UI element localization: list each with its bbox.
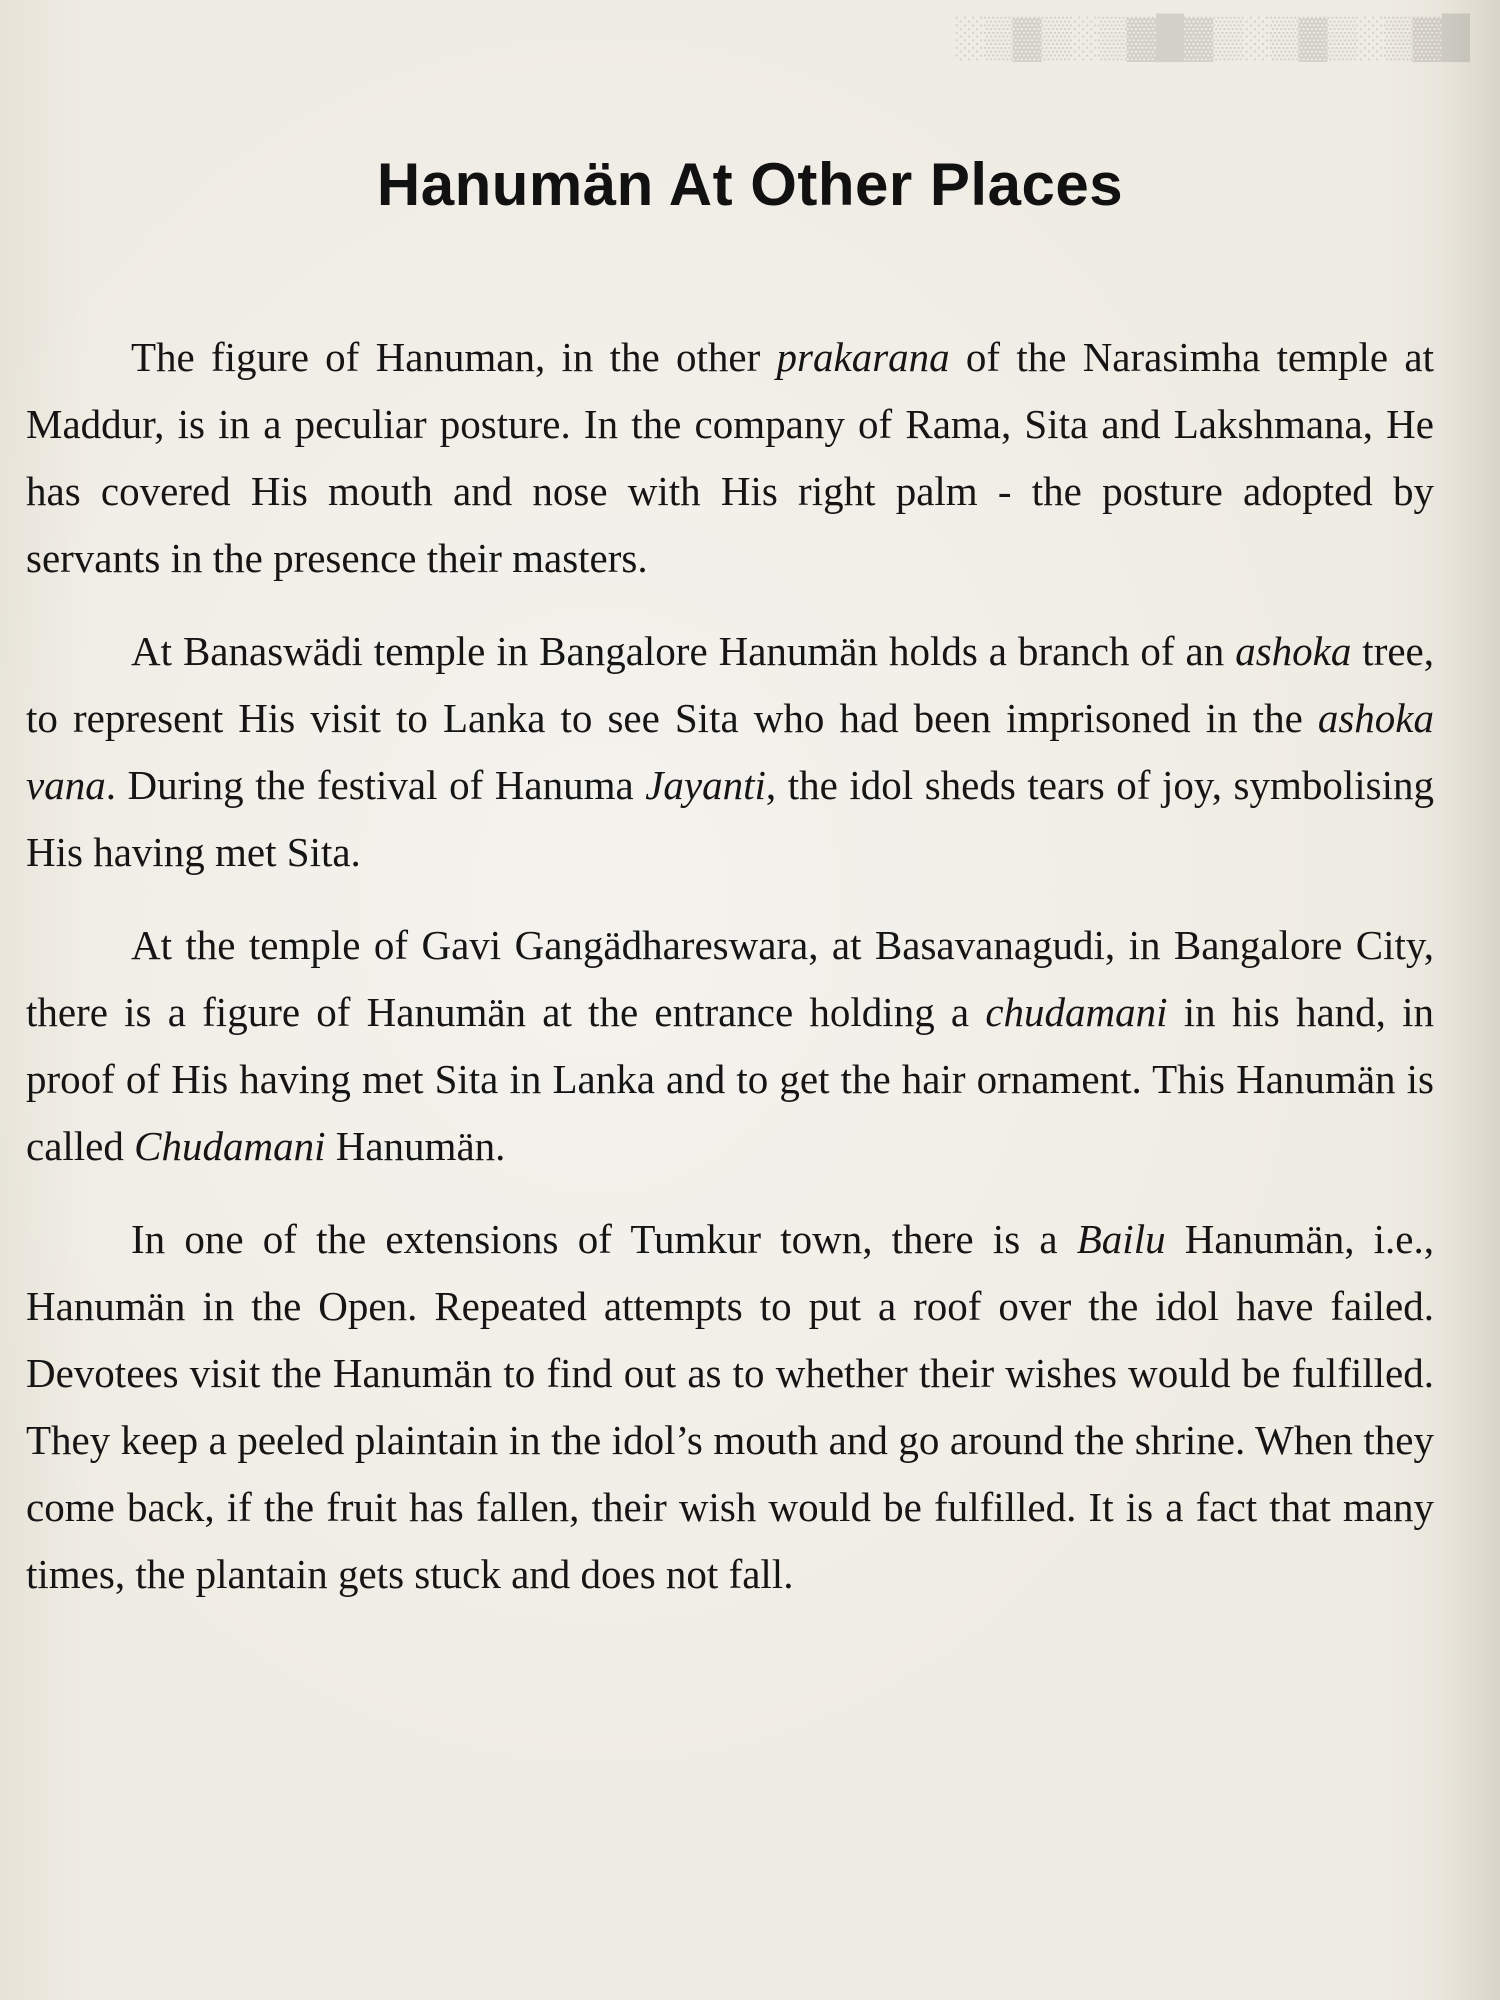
italic-term: Chudamani [134,1123,326,1169]
show-through-texture: █▓▒░▒▓▒░▒▓█▓▒░▒▓▒░ [955,14,1470,59]
italic-term: Jayanti [645,762,766,808]
paragraph-banaswadi: At Banaswädi temple in Bangalore Hanumän holds a branch of an ashoka tree, to represent His visit to Lanka to see Sita who had been imprisoned in the ashoka vana. During the festival of Hanuma Jayanti, the idol sheds tears of joy, symbolising His having met Sita. [26,628,1435,875]
italic-term: prakarana [776,334,950,380]
page-title: Hanumän At Other Places [376,151,1124,218]
italic-term: Bailu [1076,1216,1166,1262]
paragraph-tumkur: In one of the extensions of Tumkur town, there is a Bailu Hanumän, i.e., Hanumän in the Open. Repeated attempts to put a roof over the idol have failed. Devotees visit the Hanumän to find out as to whether their wishes would be fulfilled. They keep a peeled plaintain in the idol’s mouth and go around the shrine. When they come back, if the fruit has fallen, their wish would be fulfilled. It is a fact that many times, the plantain gets stuck and does not fall. [26,1216,1434,1597]
page-edge-shadow [1440,0,1500,2000]
paragraph-maddur: The figure of Hanuman, in the other prakarana of the Narasimha temple at Maddur, is in a peculiar posture. In the company of Rama, Sita and Lakshmana, He has covered His mouth and nose with His right palm - the posture adopted by servants in the presence their masters. [26,334,1434,581]
paragraph-basavanagudi: At the temple of Gavi Gangädhareswara, at Basavanagudi, in Bangalore City, there is a figure of Hanumän at the entrance holding a chudamani in his hand, in proof of His having met Sita in Lanka and to get the hair ornament. This Hanumän is called Chudamani Hanumän. [26,922,1435,1169]
body-text [26,324,1434,1634]
italic-term: ashoka [1235,628,1352,674]
italic-term: chudamani [985,989,1168,1035]
italic-term: ashoka vana [26,695,1434,808]
